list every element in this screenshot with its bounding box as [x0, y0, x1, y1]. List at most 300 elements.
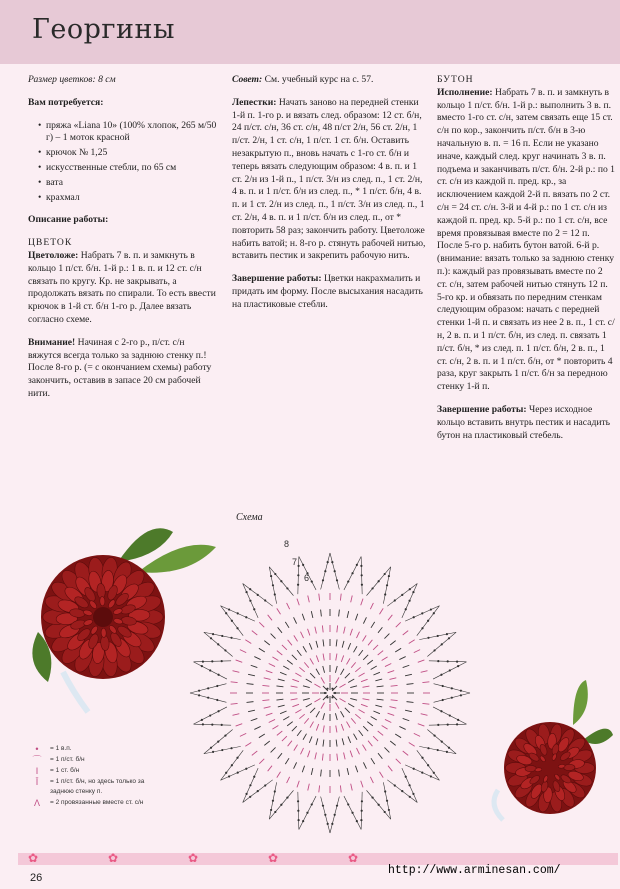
note-paragraph [28, 337, 220, 401]
stitch-mark [264, 707, 271, 709]
chain-mark [249, 588, 251, 590]
stitch-mark [304, 718, 308, 723]
legend-text: = 1 ст. б/н [50, 767, 80, 774]
chain-mark [460, 690, 462, 692]
chain-mark [460, 694, 462, 696]
stitch-mark [359, 650, 363, 656]
chain-mark [286, 587, 288, 589]
stitch-mark [297, 730, 301, 736]
stitch-mark [363, 726, 368, 731]
chain-mark [384, 573, 386, 575]
stitch-mark [323, 725, 324, 732]
stitch-mark [371, 622, 375, 628]
flower-stem [63, 672, 88, 712]
chain-mark [257, 594, 259, 596]
stitch-mark [233, 671, 240, 673]
chain-mark [334, 692, 336, 694]
chain-mark [421, 771, 423, 773]
chain-mark [245, 591, 247, 593]
chain-mark [433, 734, 435, 736]
chain-mark [228, 775, 230, 777]
flower-stem [494, 790, 503, 820]
stitch-mark [371, 717, 377, 721]
chain-mark [257, 790, 259, 792]
stitch-mark [308, 784, 310, 791]
stitch-mark [254, 726, 260, 729]
stitch-mark [266, 713, 273, 715]
stitch-mark [355, 667, 360, 671]
list-item: • пряжа «Liana 10» (100% хлопок, 265 м/50 г) – 1 моток красной [38, 120, 220, 146]
stitch-mark [254, 657, 260, 660]
stitch-mark [382, 725, 388, 729]
stitch-mark [336, 740, 337, 747]
stitch-mark [350, 698, 357, 700]
stitch-mark [285, 622, 289, 628]
chain-mark [442, 699, 444, 701]
stitch-mark [292, 655, 297, 660]
stitch-mark [247, 702, 254, 703]
stitch-mark [316, 711, 320, 717]
materials-heading: Вам потребуется: [28, 96, 104, 108]
stitch-mark [345, 673, 350, 678]
chain-mark [347, 580, 349, 582]
stitch-mark [287, 603, 290, 609]
stitch-mark [247, 684, 254, 685]
petal-shape [525, 765, 537, 772]
list-item: • вата [38, 177, 220, 190]
stitch-mark [299, 714, 304, 718]
list-item: • крючок № 1,25 [38, 147, 220, 160]
chain-mark [274, 811, 276, 813]
chain-mark [221, 749, 223, 751]
bud-finish-label: Завершение работы: [437, 403, 527, 415]
chain-mark [302, 564, 304, 566]
flower-paragraph [28, 250, 220, 327]
stitch-mark [277, 731, 282, 735]
stitch-mark [283, 717, 289, 721]
tip-paragraph [232, 74, 426, 87]
stitch-mark [345, 708, 350, 713]
chain-mark [456, 660, 458, 662]
stitch-mark [316, 669, 320, 675]
stitch-mark [308, 596, 310, 603]
chain-mark [324, 570, 326, 572]
stitch-mark [251, 665, 258, 667]
stitch-mark [314, 699, 320, 703]
stitch-mark [309, 643, 312, 649]
stitch-mark [282, 736, 287, 741]
chain-mark [280, 580, 282, 582]
stitch-mark [388, 671, 395, 673]
stitch-mark [378, 627, 382, 632]
exec-label: Исполнение: [437, 86, 493, 98]
chain-mark [272, 800, 274, 802]
chain-mark [297, 819, 299, 821]
stitch-mark [367, 722, 373, 726]
single-crochet-icon: I [35, 766, 39, 776]
stitch-mark [390, 741, 395, 745]
stitch-mark [344, 752, 346, 759]
chain-mark [446, 751, 448, 753]
chain-mark [336, 579, 338, 581]
stitch-mark [277, 772, 281, 778]
chain-mark [274, 593, 276, 595]
stitch-mark [268, 615, 272, 620]
chain-mark [225, 612, 227, 614]
chain-mark [361, 584, 363, 586]
stitch-mark [287, 777, 290, 783]
chain-mark [413, 616, 415, 618]
chain-mark [280, 804, 282, 806]
stitch-mark [321, 770, 322, 777]
stitch-mark [278, 679, 285, 681]
stitch-mark [292, 679, 299, 681]
stitch-mark [395, 648, 401, 652]
column-bud [437, 74, 615, 452]
chain-mark [221, 660, 223, 662]
stitch-mark [356, 748, 359, 754]
stitch-mark [363, 617, 366, 623]
chain-mark [211, 724, 213, 726]
chain-mark [447, 724, 449, 726]
chain-mark [401, 790, 403, 792]
chain-mark [297, 574, 299, 576]
stitch-mark [363, 655, 368, 660]
chain-mark [401, 594, 403, 596]
stitch-mark [347, 658, 351, 664]
stitch-mark [340, 785, 341, 792]
chain-mark [437, 660, 439, 662]
flower-icon: ✿ [188, 851, 199, 865]
chain-mark [311, 580, 313, 582]
stitch-mark [414, 650, 420, 653]
chain-mark [433, 612, 435, 614]
stitch-mark [340, 594, 341, 601]
chain-mark [331, 688, 333, 690]
stitch-mark [388, 615, 392, 620]
stitch-mark [371, 758, 375, 764]
stitch-mark [340, 699, 346, 703]
stitch-mark [272, 725, 278, 729]
chain-mark [408, 784, 410, 786]
chain-mark [409, 796, 411, 798]
stitch-mark [321, 703, 325, 709]
stitch-mark [252, 631, 257, 635]
chain-mark [217, 741, 219, 743]
chain-mark [336, 805, 338, 807]
stitch-mark [315, 752, 317, 759]
stitch-mark [339, 610, 340, 617]
exec-paragraph [437, 87, 615, 394]
stitch-mark [337, 754, 338, 761]
stitch-mark [342, 641, 344, 648]
stitch-mark [322, 625, 323, 632]
stitch-mark [347, 722, 351, 728]
stitch-mark [390, 641, 395, 645]
legend-row [30, 798, 160, 808]
stitch-mark [266, 671, 273, 673]
stitch-mark [341, 669, 345, 675]
stitch-mark [294, 745, 298, 751]
stitch-mark [321, 610, 322, 617]
chain-mark [237, 771, 239, 773]
dahlia-photo-small [478, 680, 618, 830]
chain-mark [433, 649, 435, 651]
stitch-mark [389, 707, 396, 709]
stitch-mark [421, 714, 428, 716]
chain-mark [427, 620, 429, 622]
stitch-mark [323, 639, 324, 646]
stitch-mark [251, 718, 258, 720]
stitch-mark [336, 639, 337, 646]
stitch-mark [297, 650, 301, 656]
chain-mark [405, 776, 407, 778]
stitch-mark [288, 640, 292, 645]
stitch-mark [422, 682, 429, 683]
stitch-mark [344, 627, 346, 634]
chain-mark [456, 723, 458, 725]
chain-mark [371, 587, 373, 589]
stitch-mark [294, 617, 297, 623]
stitch-mark [233, 714, 240, 716]
stitch-mark [323, 713, 325, 720]
chain-mark [236, 757, 238, 759]
chain-mark [270, 809, 272, 811]
chain-mark [360, 819, 362, 821]
chain-mark [448, 747, 450, 749]
chain-mark [324, 692, 326, 694]
chain-mark [311, 803, 313, 805]
stitch-mark [302, 614, 304, 621]
stitch-mark [292, 704, 299, 706]
stitch-mark [337, 625, 338, 632]
stitch-mark [373, 672, 379, 675]
stitch-mark [300, 748, 303, 754]
chain-mark [297, 565, 299, 567]
stitch-mark [350, 751, 352, 758]
stitch-legend [30, 744, 160, 809]
stitch-mark [361, 781, 363, 788]
petals-label: Лепестки: [232, 96, 277, 108]
stitch-mark [341, 655, 343, 662]
stitch-mark [319, 785, 320, 792]
stitch-mark [336, 677, 340, 683]
stitch-mark [348, 679, 354, 683]
crochet-chart [180, 525, 480, 855]
stitch-mark [384, 634, 389, 639]
stitch-mark [382, 657, 388, 661]
stitch-mark [276, 686, 283, 687]
chain-mark [327, 823, 329, 825]
chain-mark [302, 820, 304, 822]
stitch-mark [378, 651, 383, 655]
row-label-8: 8 [284, 539, 290, 549]
chain-mark [228, 608, 230, 610]
chain-mark [421, 627, 423, 629]
finish-label: Завершение работы: [232, 273, 322, 285]
flower-heading: ЦВЕТОК [28, 237, 73, 249]
chain-mark [361, 574, 363, 576]
stitch-mark [407, 702, 414, 703]
stitch-mark [418, 724, 425, 726]
chain-mark [361, 800, 363, 802]
stitch-mark [297, 599, 299, 606]
stitch-mark [308, 629, 310, 636]
flower-text: Набрать 7 в. п. и замкнуть в кольцо 1 п/ст. б/н. 1-й р.: 1 в. п. и 12 ст. с/н связать по кругу. Кр. не закрывать, а продолжать вязать по спирали. То есть ввести крючок в 1-й ст. б/н 1-го р. Далее вязать согласно схеме. [28, 249, 216, 325]
stitch-mark [262, 685, 269, 686]
stitch-mark [264, 678, 271, 680]
stitch-mark [306, 704, 312, 708]
stitch-mark [373, 711, 379, 714]
chain-mark [421, 612, 423, 614]
chain-mark [249, 784, 251, 786]
stitch-mark [409, 640, 415, 644]
note-label: Внимание! [28, 336, 76, 348]
stitch-mark [354, 646, 358, 652]
chain-mark [270, 575, 272, 577]
stitch-mark [421, 671, 428, 673]
stitch-mark [367, 660, 373, 664]
chain-mark [297, 800, 299, 802]
stitch-mark [278, 705, 285, 707]
chain-mark [347, 803, 349, 805]
stitch-mark [288, 741, 292, 746]
chain-mark [356, 564, 358, 566]
stitch-mark [269, 663, 275, 666]
stitch-mark [405, 674, 412, 676]
stitch-mark [389, 678, 396, 680]
chain-mark [440, 674, 442, 676]
stitch-mark [303, 698, 310, 700]
chain-mark [264, 599, 266, 601]
stitch-mark [323, 654, 324, 661]
stitch-mark [407, 684, 414, 685]
size-note: Размер цветков: 8 см [28, 74, 116, 85]
row-label-6: 6 [304, 573, 310, 583]
stitch-mark [314, 684, 320, 688]
stitch-mark [310, 722, 314, 728]
stitch-mark [350, 629, 352, 636]
chain-mark [405, 608, 407, 610]
stitch-mark [323, 666, 325, 673]
chain-mark [427, 764, 429, 766]
chain-mark [249, 600, 251, 602]
row-label-7: 7 [292, 557, 298, 567]
stitch-mark [271, 634, 276, 639]
stitch-mark [375, 705, 382, 707]
stitch-mark [311, 611, 313, 618]
legend-text: = 1 п/ст. б/н, но здесь только за заднюю стенку п. [50, 778, 145, 795]
stitch-mark [361, 599, 363, 606]
chain-mark [297, 584, 299, 586]
petal-shape [564, 764, 576, 771]
chain-mark [224, 649, 226, 651]
stitch-mark [336, 654, 337, 661]
stitch-mark [371, 666, 377, 670]
stitch-mark [348, 704, 354, 708]
stitch-mark [304, 662, 308, 667]
chain-mark [231, 620, 233, 622]
chain-mark [230, 637, 232, 639]
stitch-mark [294, 762, 297, 768]
chain-mark [351, 812, 353, 814]
stitch-mark [377, 686, 384, 687]
chain-mark [386, 584, 388, 586]
stitch-mark [348, 736, 351, 742]
chain-mark [326, 696, 328, 698]
tip-text: См. учебный курс на с. 57. [264, 74, 374, 85]
stitch-mark [405, 710, 412, 712]
petals-text: Начать заново на передней стенки 1-й п. 1-го р. и вязать след. образом: 12 ст. б/н, 24 п/ст. с/н, 36 ст. с/н, 48 п/ст 2/н, 56 ст. 2/н, 1 п/ст. 2/н, 1 ст. с/н, 1 п/ст. 1 ст. б/н. Оставить незакрытую п., вновь начать с 1-го ст. б/н и теперь вязать следующим образом: 4 в. п. и 1 ст. 2/н из 1-й п., 1 п/ст. 3/н из след. п., 1 ст. 2/н, 4 в. п. и 1 п/ст. б/н из след. п., * 1 п/ст. б/н, 4 в. п. и 1 ст. 2/н из след. п., 1 п/ст. 3/н из след. п., 1 ст. 2/н, 4 в. п. и 1 п/ст. б/н из след. п., от * повторить 58 раз; закончить работу. Цветоложе набить ватой; н. 8-го р. стянуть рабочей нитью, вставить пестик и закрепить рабочую нить. [232, 96, 426, 262]
stitch-mark [287, 660, 293, 664]
page-title: Георгины [32, 14, 176, 45]
watermark-url: http://www.arminesan.com/ [388, 864, 561, 877]
stitch-mark [347, 768, 349, 775]
chain-mark [386, 800, 388, 802]
stitch-mark [347, 611, 349, 618]
chain-mark [361, 810, 363, 812]
stitch-mark [351, 784, 353, 791]
description-heading: Описание работы: [28, 214, 109, 226]
stitch-mark [395, 734, 401, 738]
chain-mark [413, 768, 415, 770]
chain-mark [430, 608, 432, 610]
stitch-mark [375, 679, 382, 681]
stitch-mark [280, 672, 286, 675]
column-materials [28, 74, 220, 411]
stitch-mark [283, 666, 289, 670]
stitch-mark [373, 736, 378, 741]
chain-mark [451, 697, 453, 699]
chain-mark [442, 685, 444, 687]
stitch-mark [373, 645, 378, 650]
chain-mark [286, 796, 288, 798]
stitch-mark [310, 673, 315, 678]
chain-mark [245, 616, 247, 618]
stitch-mark [297, 781, 299, 788]
legend-text: = 2 провязанные вместе ст. с/н [50, 799, 144, 806]
stitch-mark [278, 627, 282, 632]
stitch-mark [322, 754, 323, 761]
stitch-mark [399, 657, 405, 660]
stitch-mark [310, 658, 314, 664]
chain-mark [236, 627, 238, 629]
chain-mark [202, 723, 204, 725]
chain-mark [253, 776, 255, 778]
stitch-mark [285, 758, 289, 764]
stitch-mark [300, 632, 303, 638]
stitch-mark [269, 719, 275, 722]
stitch-mark [379, 608, 383, 614]
chain-mark [224, 734, 226, 736]
stitch-mark [316, 655, 318, 662]
chain-mark [378, 804, 380, 806]
legend-row [30, 777, 160, 797]
chain-mark [249, 796, 251, 798]
stitch-mark [388, 766, 392, 771]
chain-mark [448, 637, 450, 639]
stitch-mark [303, 686, 310, 688]
flower-icon: ✿ [108, 851, 119, 865]
stitch-mark [264, 741, 269, 745]
flower-icon: ✿ [28, 851, 39, 865]
stitch-mark [359, 673, 365, 677]
chain-mark [457, 665, 459, 667]
stitch-mark [278, 753, 282, 758]
stitch-mark [292, 726, 297, 731]
stitch-mark [422, 703, 429, 704]
bud-finish-paragraph [437, 404, 615, 442]
